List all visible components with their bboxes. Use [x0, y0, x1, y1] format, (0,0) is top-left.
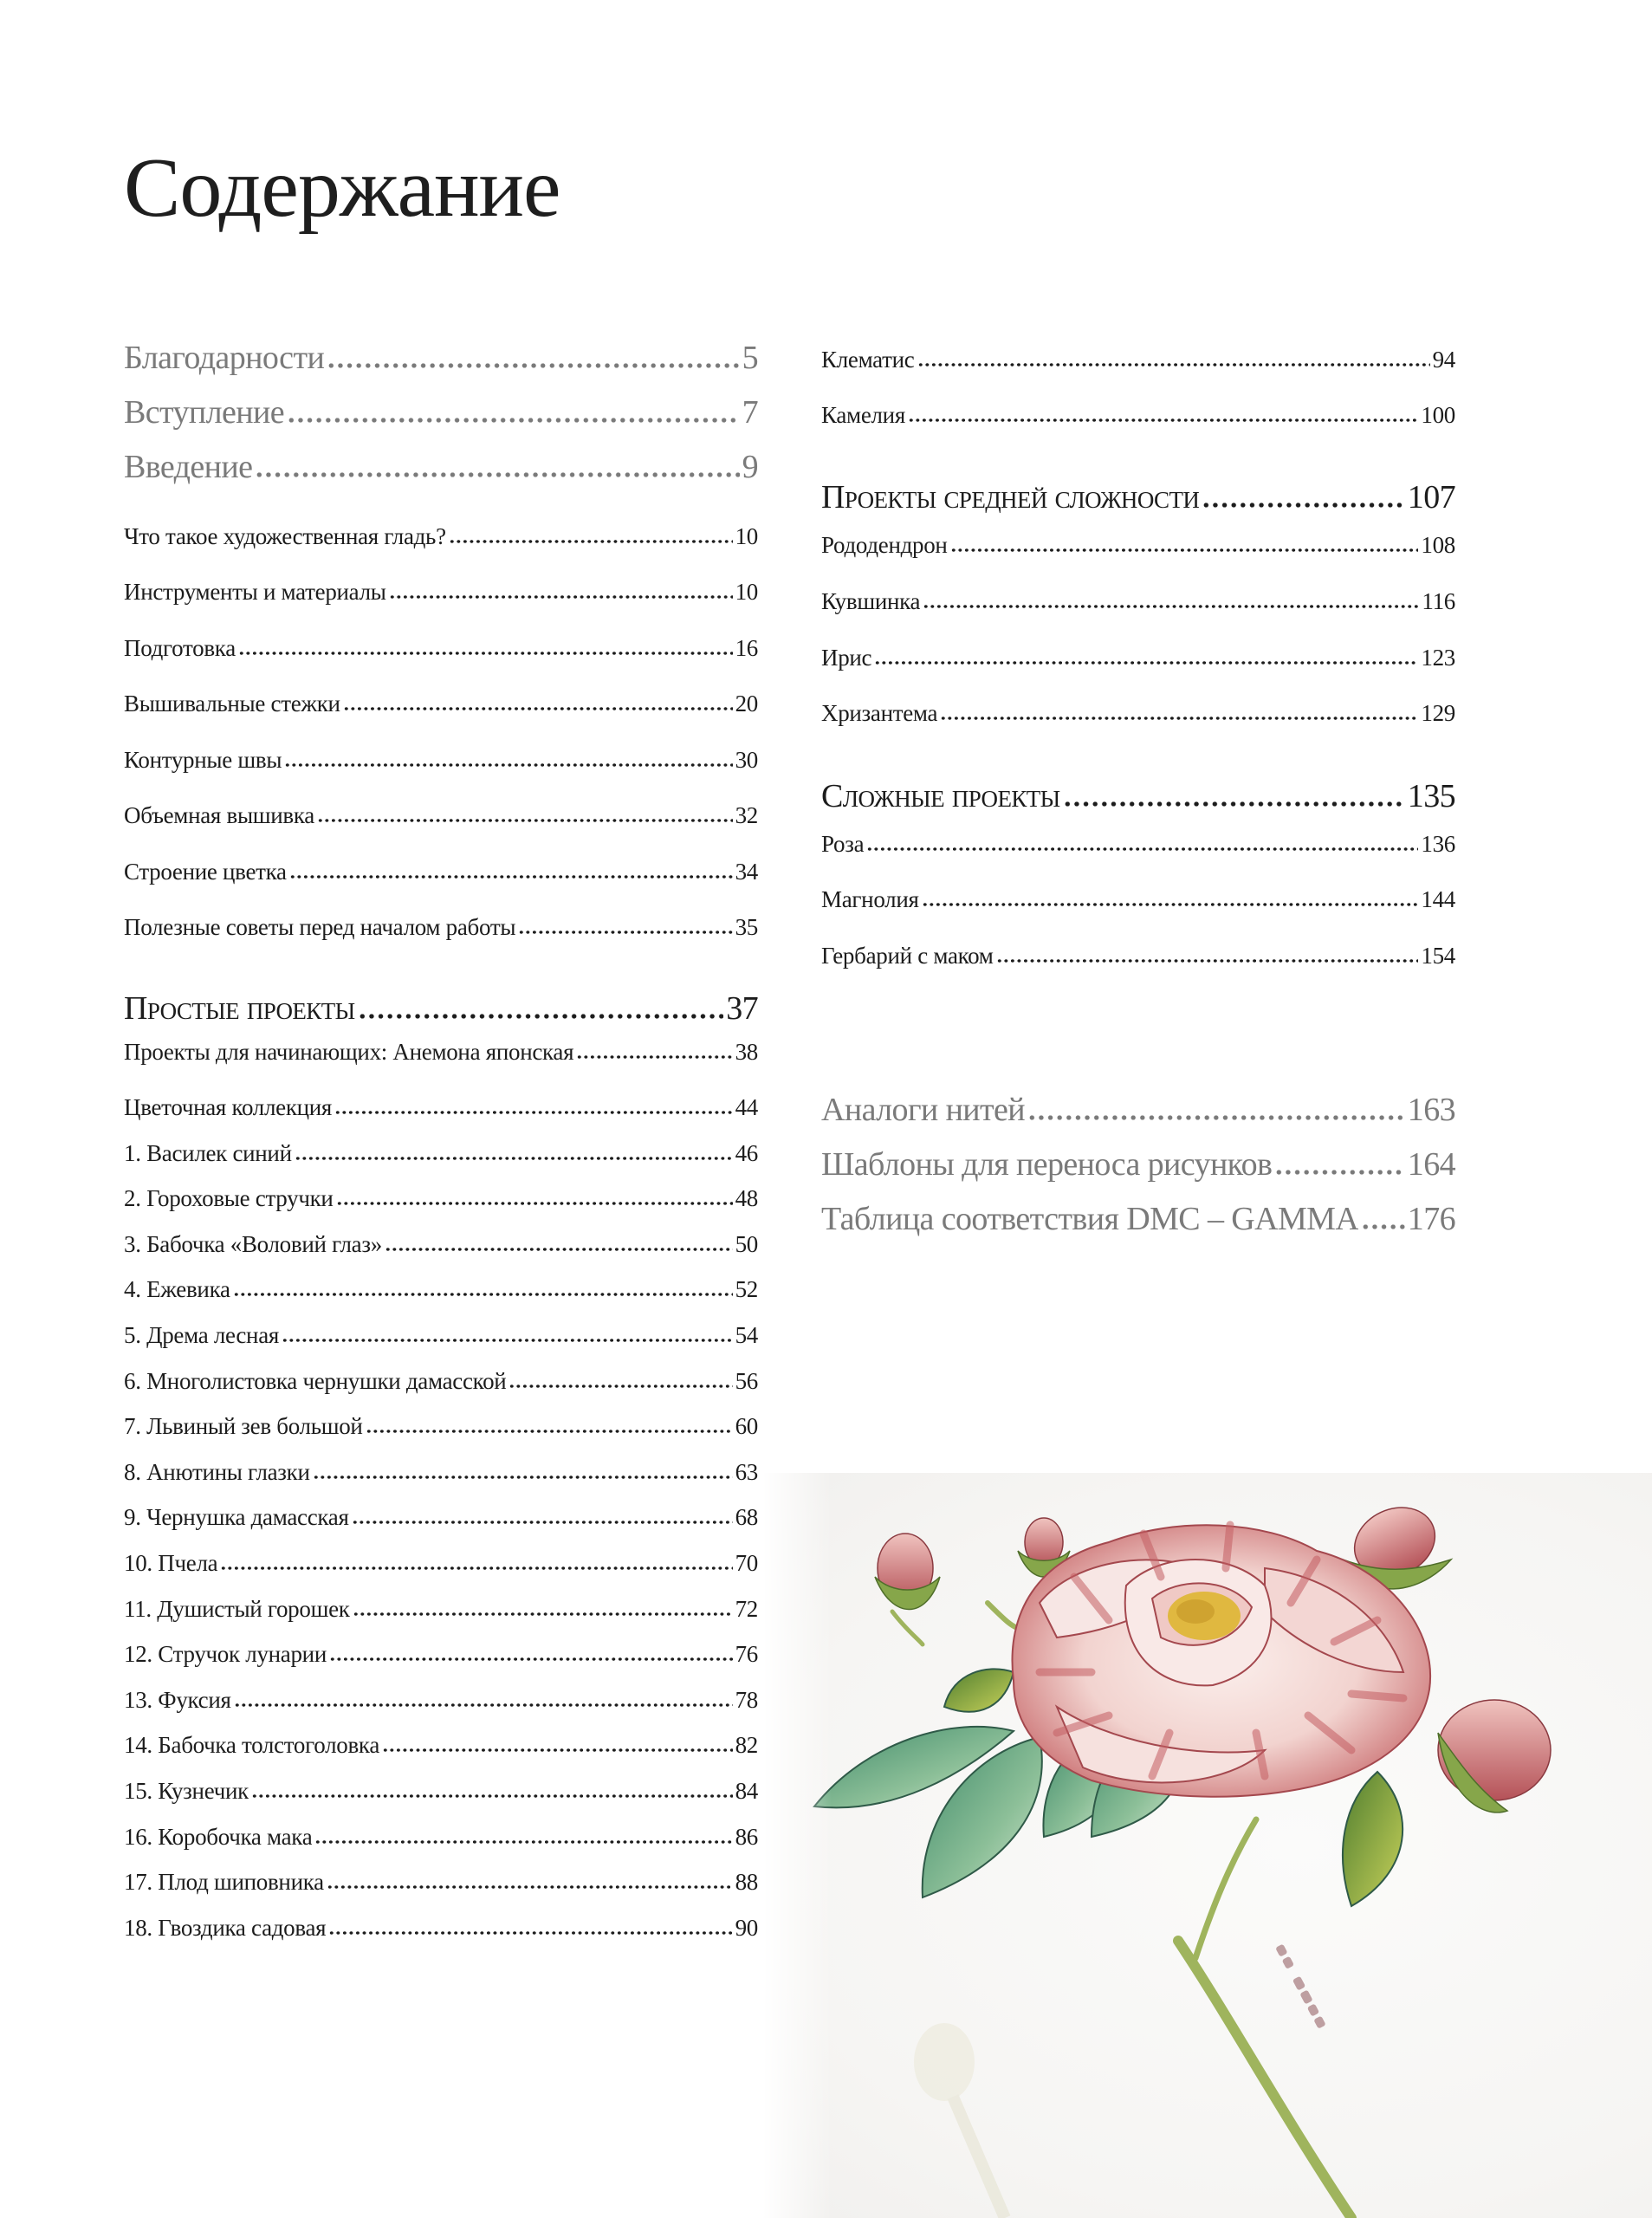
dot-leader — [334, 1094, 733, 1121]
toc-entry-back-matter[interactable] — [821, 1201, 1455, 1239]
embroidered-rose-illustration — [762, 1473, 1652, 2218]
dot-leader — [327, 340, 739, 378]
toc-entry-page: 54 — [735, 1322, 758, 1348]
toc-entry-label: Магнолия — [821, 886, 919, 912]
toc-entry-label: Подготовка — [124, 635, 236, 661]
toc-entry-page: 38 — [735, 1039, 758, 1065]
toc-entry-label: 1. Василек синий — [124, 1140, 292, 1166]
dot-leader — [1063, 778, 1405, 816]
toc-entry-page: 88 — [735, 1869, 758, 1895]
toc-entry-label: 16. Коробочка мака — [124, 1824, 313, 1850]
dot-leader — [866, 831, 1418, 858]
rose-stamens — [1168, 1592, 1241, 1640]
toc-section-label: Сложные проекты — [821, 778, 1060, 814]
dot-leader — [950, 532, 1419, 559]
toc-entry-page: 20 — [735, 691, 758, 717]
toc-entry-page: 10 — [735, 579, 758, 605]
toc-entry-label: Гербарий с маком — [821, 943, 994, 969]
toc-section-simple-projects[interactable] — [124, 990, 758, 1028]
toc-entry[interactable] — [124, 914, 758, 941]
toc-entry-label: 14. Бабочка толстоголовка — [124, 1732, 379, 1758]
toc-entry[interactable] — [124, 1459, 758, 1486]
toc-entry-label: Камелия — [821, 402, 905, 428]
dot-leader — [329, 1641, 733, 1668]
toc-entry[interactable] — [821, 402, 1455, 429]
toc-entry[interactable] — [124, 1915, 758, 1942]
toc-entry-page: 163 — [1407, 1092, 1455, 1128]
dot-leader — [996, 943, 1419, 970]
toc-section-page: 37 — [726, 990, 758, 1027]
dot-leader — [327, 1869, 733, 1896]
dot-leader — [449, 523, 733, 550]
toc-entry-page: 46 — [735, 1140, 758, 1166]
toc-entry-page: 100 — [1421, 402, 1455, 428]
side-stem — [1195, 1819, 1256, 1958]
toc-entry-label: 3. Бабочка «Воловий глаз» — [124, 1231, 382, 1257]
toc-section-page: 107 — [1407, 479, 1455, 516]
toc-entry-page: 7 — [742, 394, 758, 431]
toc-entry-label: Роза — [821, 831, 865, 857]
toc-entry-page: 34 — [735, 859, 758, 885]
toc-entry-page: 68 — [735, 1504, 758, 1530]
toc-entry[interactable] — [124, 802, 758, 829]
toc-entry[interactable] — [124, 1504, 758, 1531]
toc-entry-page: 50 — [735, 1231, 758, 1257]
toc-entry-page: 78 — [735, 1687, 758, 1713]
toc-entry-label: Рододендрон — [821, 532, 948, 558]
toc-section-page: 135 — [1407, 778, 1455, 814]
dot-leader — [289, 859, 733, 885]
toc-entry-label: Объемная вышивка — [124, 802, 314, 828]
toc-entry[interactable] — [124, 1641, 758, 1668]
rose-artwork — [762, 1473, 1652, 2218]
dot-leader — [234, 1687, 733, 1714]
toc-entry[interactable] — [124, 859, 758, 885]
toc-entry-page: 108 — [1421, 532, 1455, 558]
toc-entry-page: 70 — [735, 1550, 758, 1576]
toc-entry-label: Проекты для начинающих: Анемона японская — [124, 1039, 574, 1065]
dot-leader — [353, 1596, 733, 1623]
toc-entry-label: 15. Кузнечик — [124, 1778, 249, 1804]
toc-entry[interactable] — [124, 1185, 758, 1212]
toc-entry-page: 86 — [735, 1824, 758, 1850]
toc-entry-page: 5 — [742, 340, 758, 376]
dot-leader — [518, 914, 732, 941]
dot-leader — [366, 1413, 733, 1440]
toc-entry-page: 84 — [735, 1778, 758, 1804]
dot-leader — [287, 394, 740, 432]
toc-section-medium-projects[interactable] — [821, 479, 1455, 517]
toc-entry-page: 154 — [1421, 943, 1455, 969]
dot-leader — [317, 802, 733, 829]
dot-leader — [382, 1732, 733, 1759]
toc-entry[interactable] — [124, 579, 758, 606]
toc-entry[interactable] — [821, 886, 1455, 913]
toc-entry[interactable] — [124, 691, 758, 717]
dot-leader — [251, 1778, 733, 1805]
dot-leader — [284, 747, 732, 774]
toc-entry[interactable] — [124, 1039, 758, 1066]
toc-section-label: Проекты средней сложности — [821, 479, 1200, 516]
toc-entry-label: Кувшинка — [821, 588, 921, 614]
toc-entry-page: 16 — [735, 635, 758, 661]
dot-leader — [358, 990, 724, 1028]
toc-entry-label: 12. Стручок лунарии — [124, 1641, 327, 1667]
toc-entry-label: Ирис — [821, 645, 872, 671]
toc-entry[interactable] — [124, 1140, 758, 1167]
toc-entry-label: Вышивальные стежки — [124, 691, 340, 717]
toc-entry[interactable] — [124, 1869, 758, 1896]
toc-entry[interactable] — [821, 347, 1455, 373]
toc-entry-page: 32 — [735, 802, 758, 828]
toc-entry-page: 123 — [1421, 645, 1455, 671]
dot-leader — [389, 579, 733, 606]
toc-entry-page: 44 — [735, 1094, 758, 1120]
toc-entry-label: 2. Гороховые стручки — [124, 1185, 334, 1211]
toc-entry-page: 164 — [1407, 1146, 1455, 1183]
dot-leader — [385, 1231, 733, 1258]
toc-entry-label: 4. Ежевика — [124, 1276, 230, 1302]
dot-leader — [922, 886, 1419, 913]
dot-leader — [576, 1039, 732, 1066]
toc-entry[interactable] — [124, 1094, 758, 1121]
toc-entry[interactable] — [821, 831, 1455, 858]
toc-entry[interactable] — [821, 588, 1455, 615]
toc-entry[interactable] — [124, 1231, 758, 1258]
toc-entry-page: 94 — [1432, 347, 1455, 373]
rose-bud — [1438, 1700, 1551, 1800]
toc-entry-label: 6. Многолистовка чернушки дамасской — [124, 1368, 507, 1394]
toc-entry-page: 52 — [735, 1276, 758, 1302]
toc-entry-front-matter[interactable] — [124, 340, 758, 378]
toc-entry-page: 129 — [1421, 700, 1455, 726]
dot-leader — [255, 449, 739, 487]
toc-entry[interactable] — [821, 532, 1455, 559]
dot-leader — [238, 635, 733, 662]
toc-entry-page: 30 — [735, 747, 758, 773]
toc-entry[interactable] — [124, 1368, 758, 1395]
toc-entry-label: 18. Гвоздика садовая — [124, 1915, 327, 1941]
toc-entry-page: 35 — [735, 914, 758, 940]
toc-entry-label: 10. Пчела — [124, 1550, 218, 1576]
toc-entry-page: 90 — [735, 1915, 758, 1941]
toc-entry-label: 8. Анютины глазки — [124, 1459, 310, 1485]
toc-entry-label: Что такое художественная гладь? — [124, 523, 446, 549]
toc-entry-label: Хризантема — [821, 700, 938, 726]
toc-entry-label: Контурные швы — [124, 747, 282, 773]
toc-entry-page: 76 — [735, 1641, 758, 1667]
toc-entry-page: 72 — [735, 1596, 758, 1622]
toc-entry-label: Инструменты и материалы — [124, 579, 386, 605]
page-title: Содержание — [124, 141, 560, 235]
toc-entry[interactable] — [821, 700, 1455, 727]
toc-entry-page: 9 — [742, 449, 758, 485]
toc-entry[interactable] — [821, 943, 1455, 970]
toc-entry-page: 82 — [735, 1732, 758, 1758]
toc-entry[interactable] — [124, 635, 758, 662]
toc-entry-label: 9. Чернушка дамасская — [124, 1504, 349, 1530]
toc-entry[interactable] — [124, 1732, 758, 1759]
dot-leader — [352, 1504, 733, 1531]
toc-section-label: Простые проекты — [124, 990, 355, 1027]
dot-leader — [220, 1550, 732, 1577]
dot-leader — [1027, 1092, 1405, 1130]
toc-entry-page: 56 — [735, 1368, 758, 1394]
dot-leader — [233, 1276, 733, 1303]
dot-leader — [313, 1459, 733, 1486]
leaf — [944, 1669, 1014, 1711]
toc-entry[interactable] — [124, 1824, 758, 1851]
toc-entry-label: Введение — [124, 449, 253, 485]
toc-entry[interactable] — [124, 523, 758, 550]
toc-entry-label: 17. Плод шиповника — [124, 1869, 324, 1895]
toc-entry-page: 176 — [1407, 1201, 1455, 1237]
dot-leader — [1274, 1146, 1404, 1184]
dot-leader — [314, 1824, 732, 1851]
dot-leader — [328, 1915, 732, 1942]
toc-entry-back-matter[interactable] — [821, 1146, 1455, 1184]
toc-entry[interactable] — [124, 1778, 758, 1805]
dot-leader — [908, 402, 1418, 429]
toc-entry-label: Клематис — [821, 347, 915, 373]
toc-entry-front-matter[interactable] — [124, 394, 758, 432]
toc-entry-label: 7. Львиный зев большой — [124, 1413, 363, 1439]
toc-entry-page: 136 — [1421, 831, 1455, 857]
toc-entry-page: 63 — [735, 1459, 758, 1485]
toc-entry[interactable] — [124, 1550, 758, 1577]
toc-entry-label: Аналоги нитей — [821, 1092, 1026, 1128]
toc-entry-label: Полезные советы перед началом работы — [124, 914, 516, 940]
blurred-foreground-flower — [914, 2023, 1005, 2218]
main-stem — [1178, 1941, 1351, 2218]
toc-entry[interactable] — [124, 1413, 758, 1440]
dot-leader — [282, 1322, 733, 1349]
toc-entry-label: 11. Душистый горошек — [124, 1596, 350, 1622]
toc-entry[interactable] — [124, 1322, 758, 1349]
dot-leader — [940, 700, 1418, 727]
toc-entry-page: 144 — [1421, 886, 1455, 912]
dot-leader — [1361, 1201, 1405, 1239]
toc-entry-page: 10 — [735, 523, 758, 549]
bud-stem-far-left — [892, 1612, 923, 1644]
dot-leader — [343, 691, 733, 717]
toc-entry-label: Строение цветка — [124, 859, 287, 885]
dot-leader — [923, 588, 1419, 615]
toc-entry[interactable] — [124, 1276, 758, 1303]
toc-entry-label: 13. Фуксия — [124, 1687, 231, 1713]
dot-leader — [336, 1185, 733, 1212]
dot-leader — [295, 1140, 733, 1167]
leaf — [1343, 1772, 1403, 1906]
toc-entry[interactable] — [124, 1687, 758, 1714]
toc-entry-label: Шаблоны для переноса рисунков — [821, 1146, 1273, 1183]
toc-entry-back-matter[interactable] — [821, 1092, 1455, 1130]
toc-entry-label: Таблица соответствия DMC – GAMMA — [821, 1201, 1359, 1237]
toc-entry-page: 48 — [735, 1185, 758, 1211]
toc-entry-label: 5. Дрема лесная — [124, 1322, 280, 1348]
dot-leader — [1202, 479, 1405, 517]
embroidered-signature — [1275, 1944, 1326, 2029]
toc-entry-front-matter[interactable] — [124, 449, 758, 487]
toc-entry-label: Вступление — [124, 394, 285, 431]
dot-leader — [509, 1368, 732, 1395]
toc-entry-page: 60 — [735, 1413, 758, 1439]
toc-entry[interactable] — [821, 645, 1455, 671]
dot-leader — [917, 347, 1430, 373]
toc-section-hard-projects[interactable] — [821, 778, 1455, 816]
toc-entry-label: Благодарности — [124, 340, 325, 376]
toc-entry[interactable] — [124, 747, 758, 774]
toc-entry-page: 116 — [1422, 588, 1455, 614]
toc-entry-label: Цветочная коллекция — [124, 1094, 333, 1120]
toc-entry[interactable] — [124, 1596, 758, 1623]
dot-leader — [874, 645, 1418, 671]
